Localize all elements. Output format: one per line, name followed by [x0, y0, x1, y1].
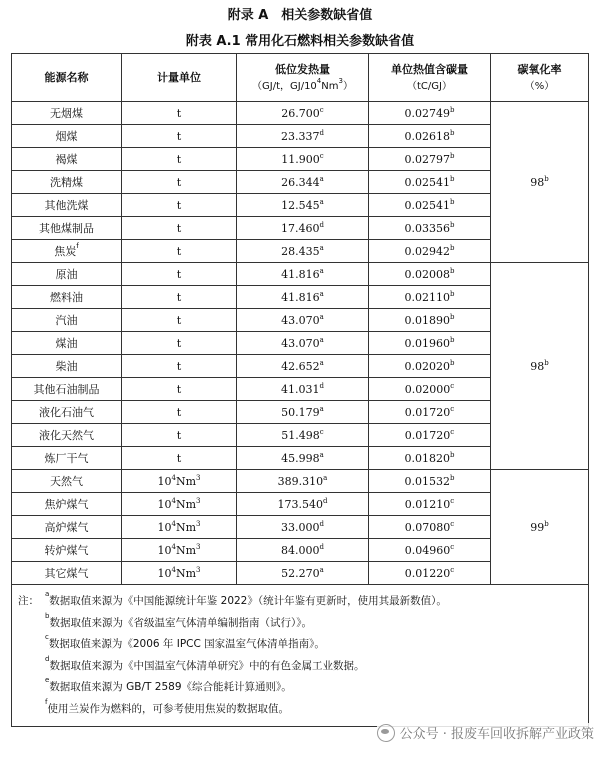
unit-cell: $10^4Nm^3$: [122, 516, 237, 539]
ncv-cell: 50.179$^a$: [237, 401, 369, 424]
table-header-row: [12, 54, 589, 102]
carbon-content-cell: 0.01210$^c$: [369, 493, 491, 516]
carbon-content-cell: 0.01820$^b$: [369, 447, 491, 470]
carbon-content-cell: 0.04960$^c$: [369, 539, 491, 562]
carbon-content-cell: 0.02020$^b$: [369, 355, 491, 378]
energy-name-cell: 其他石油制品: [12, 378, 122, 401]
footnote: $^e$数据取值来源为 GB/T 2589《综合能耗计算通则》。: [45, 676, 292, 693]
oxidation-rate-cell: 99$^b$: [491, 470, 589, 585]
carbon-content-cell: 0.02541$^b$: [369, 171, 491, 194]
ncv-cell: 23.337$^d$: [237, 125, 369, 148]
ncv-cell: 12.545$^a$: [237, 194, 369, 217]
energy-name-cell: 炼厂干气: [12, 447, 122, 470]
unit-cell: t: [122, 148, 237, 171]
energy-name-cell: 液化石油气: [12, 401, 122, 424]
header-carbon-content: 单位热值含碳量 （tC/GJ）: [369, 54, 491, 102]
ncv-cell: 43.070$^a$: [237, 309, 369, 332]
table-title: 附表 A.1 常用化石燃料相关参数缺省值: [185, 34, 415, 49]
unit-cell: $10^4Nm^3$: [122, 539, 237, 562]
appendix-title: 附录 A 相关参数缺省值: [227, 8, 373, 23]
footnote: $^f$使用兰炭作为燃料的，可参考使用焦炭的数据取值。: [45, 697, 289, 715]
watermark-text: 公众号 · 报废车回收拆解产业政策: [399, 727, 594, 742]
energy-name-cell: 洗精煤: [12, 171, 122, 194]
table-body: [12, 102, 589, 585]
carbon-content-cell: 0.01532$^b$: [369, 470, 491, 493]
unit-cell: t: [122, 263, 237, 286]
energy-name-cell: 其它煤气: [12, 562, 122, 585]
table-row: [12, 102, 589, 125]
ncv-cell: 173.540$^d$: [237, 493, 369, 516]
energy-name-cell: 天然气: [12, 470, 122, 493]
unit-cell: $10^4Nm^3$: [122, 562, 237, 585]
oxidation-rate-cell: 98$^b$: [491, 263, 589, 470]
ncv-cell: 84.000$^d$: [237, 539, 369, 562]
ncv-cell: 41.031$^d$: [237, 378, 369, 401]
unit-cell: t: [122, 171, 237, 194]
footnote: $^c$数据取值来源为《2006 年 IPCC 国家温室气体清单指南》。: [45, 633, 325, 650]
energy-name-cell: 其他煤制品: [12, 217, 122, 240]
footnote: 注：$^a$数据取值来源为《中国能源统计年鉴 2022》（统计年鉴有更新时，使用其最新数值）。: [18, 590, 447, 607]
notes-row: [12, 585, 589, 727]
unit-cell: t: [122, 401, 237, 424]
unit-cell: t: [122, 102, 237, 125]
header-energy-name: 能源名称: [12, 54, 122, 102]
notes-cell: [12, 585, 589, 727]
carbon-content-cell: 0.03356$^b$: [369, 217, 491, 240]
wechat-icon: [377, 724, 395, 742]
carbon-content-cell: 0.02110$^b$: [369, 286, 491, 309]
unit-cell: t: [122, 332, 237, 355]
energy-name-cell: 褐煤: [12, 148, 122, 171]
carbon-content-cell: 0.02008$^b$: [369, 263, 491, 286]
carbon-content-cell: 0.01960$^b$: [369, 332, 491, 355]
ncv-cell: 11.900$^c$: [237, 148, 369, 171]
table-row: [12, 470, 589, 493]
unit-cell: t: [122, 424, 237, 447]
unit-cell: t: [122, 125, 237, 148]
energy-name-cell: 汽油: [12, 309, 122, 332]
carbon-content-cell: 0.01220$^c$: [369, 562, 491, 585]
energy-name-cell: 高炉煤气: [12, 516, 122, 539]
table-row: [12, 263, 589, 286]
carbon-content-cell: 0.07080$^c$: [369, 516, 491, 539]
ncv-cell: 42.652$^a$: [237, 355, 369, 378]
footnote: $^d$数据取值来源为《中国温室气体清单研究》中的有色金属工业数据。: [45, 654, 365, 672]
carbon-content-cell: 0.02797$^b$: [369, 148, 491, 171]
ncv-cell: 17.460$^d$: [237, 217, 369, 240]
carbon-content-cell: 0.02618$^b$: [369, 125, 491, 148]
unit-cell: t: [122, 286, 237, 309]
energy-name-cell: 焦炭$^f$: [12, 240, 122, 263]
unit-cell: $10^4Nm^3$: [122, 493, 237, 516]
ncv-cell: 26.344$^a$: [237, 171, 369, 194]
ncv-cell: 51.498$^c$: [237, 424, 369, 447]
ncv-cell: 389.310$^a$: [237, 470, 369, 493]
energy-name-cell: 液化天然气: [12, 424, 122, 447]
energy-name-cell: 煤油: [12, 332, 122, 355]
header-ncv: 低位发热量 （GJ/t，$GJ/10^4Nm^3$）: [237, 54, 369, 102]
unit-cell: $10^4Nm^3$: [122, 470, 237, 493]
watermark: [377, 723, 594, 742]
notes-list: [18, 591, 588, 720]
unit-cell: t: [122, 447, 237, 470]
carbon-content-cell: 0.01720$^c$: [369, 401, 491, 424]
energy-name-cell: 烟煤: [12, 125, 122, 148]
ncv-cell: 26.700$^c$: [237, 102, 369, 125]
footnote: $^b$数据取值来源为《省级温室气体清单编制指南（试行）》。: [45, 611, 312, 629]
header-oxidation-rate: 碳氧化率 （%）: [491, 54, 589, 102]
energy-name-cell: 原油: [12, 263, 122, 286]
ncv-cell: 41.816$^a$: [237, 286, 369, 309]
energy-name-cell: 柴油: [12, 355, 122, 378]
ncv-cell: 52.270$^a$: [237, 562, 369, 585]
ncv-cell: 41.816$^a$: [237, 263, 369, 286]
energy-name-cell: 无烟煤: [12, 102, 122, 125]
carbon-content-cell: 0.02000$^c$: [369, 378, 491, 401]
oxidation-rate-cell: 98$^b$: [491, 102, 589, 263]
carbon-content-cell: 0.02541$^b$: [369, 194, 491, 217]
ncv-cell: 33.000$^d$: [237, 516, 369, 539]
unit-cell: t: [122, 217, 237, 240]
energy-name-cell: 转炉煤气: [12, 539, 122, 562]
header-unit: 计量单位: [122, 54, 237, 102]
unit-cell: t: [122, 378, 237, 401]
ncv-cell: 43.070$^a$: [237, 332, 369, 355]
carbon-content-cell: 0.01720$^c$: [369, 424, 491, 447]
carbon-content-cell: 0.02749$^b$: [369, 102, 491, 125]
unit-cell: t: [122, 194, 237, 217]
fuel-parameter-table: [11, 53, 589, 727]
ncv-cell: 28.435$^a$: [237, 240, 369, 263]
energy-name-cell: 燃料油: [12, 286, 122, 309]
unit-cell: t: [122, 240, 237, 263]
energy-name-cell: 焦炉煤气: [12, 493, 122, 516]
carbon-content-cell: 0.02942$^b$: [369, 240, 491, 263]
carbon-content-cell: 0.01890$^b$: [369, 309, 491, 332]
ncv-cell: 45.998$^a$: [237, 447, 369, 470]
energy-name-cell: 其他洗煤: [12, 194, 122, 217]
unit-cell: t: [122, 309, 237, 332]
unit-cell: t: [122, 355, 237, 378]
